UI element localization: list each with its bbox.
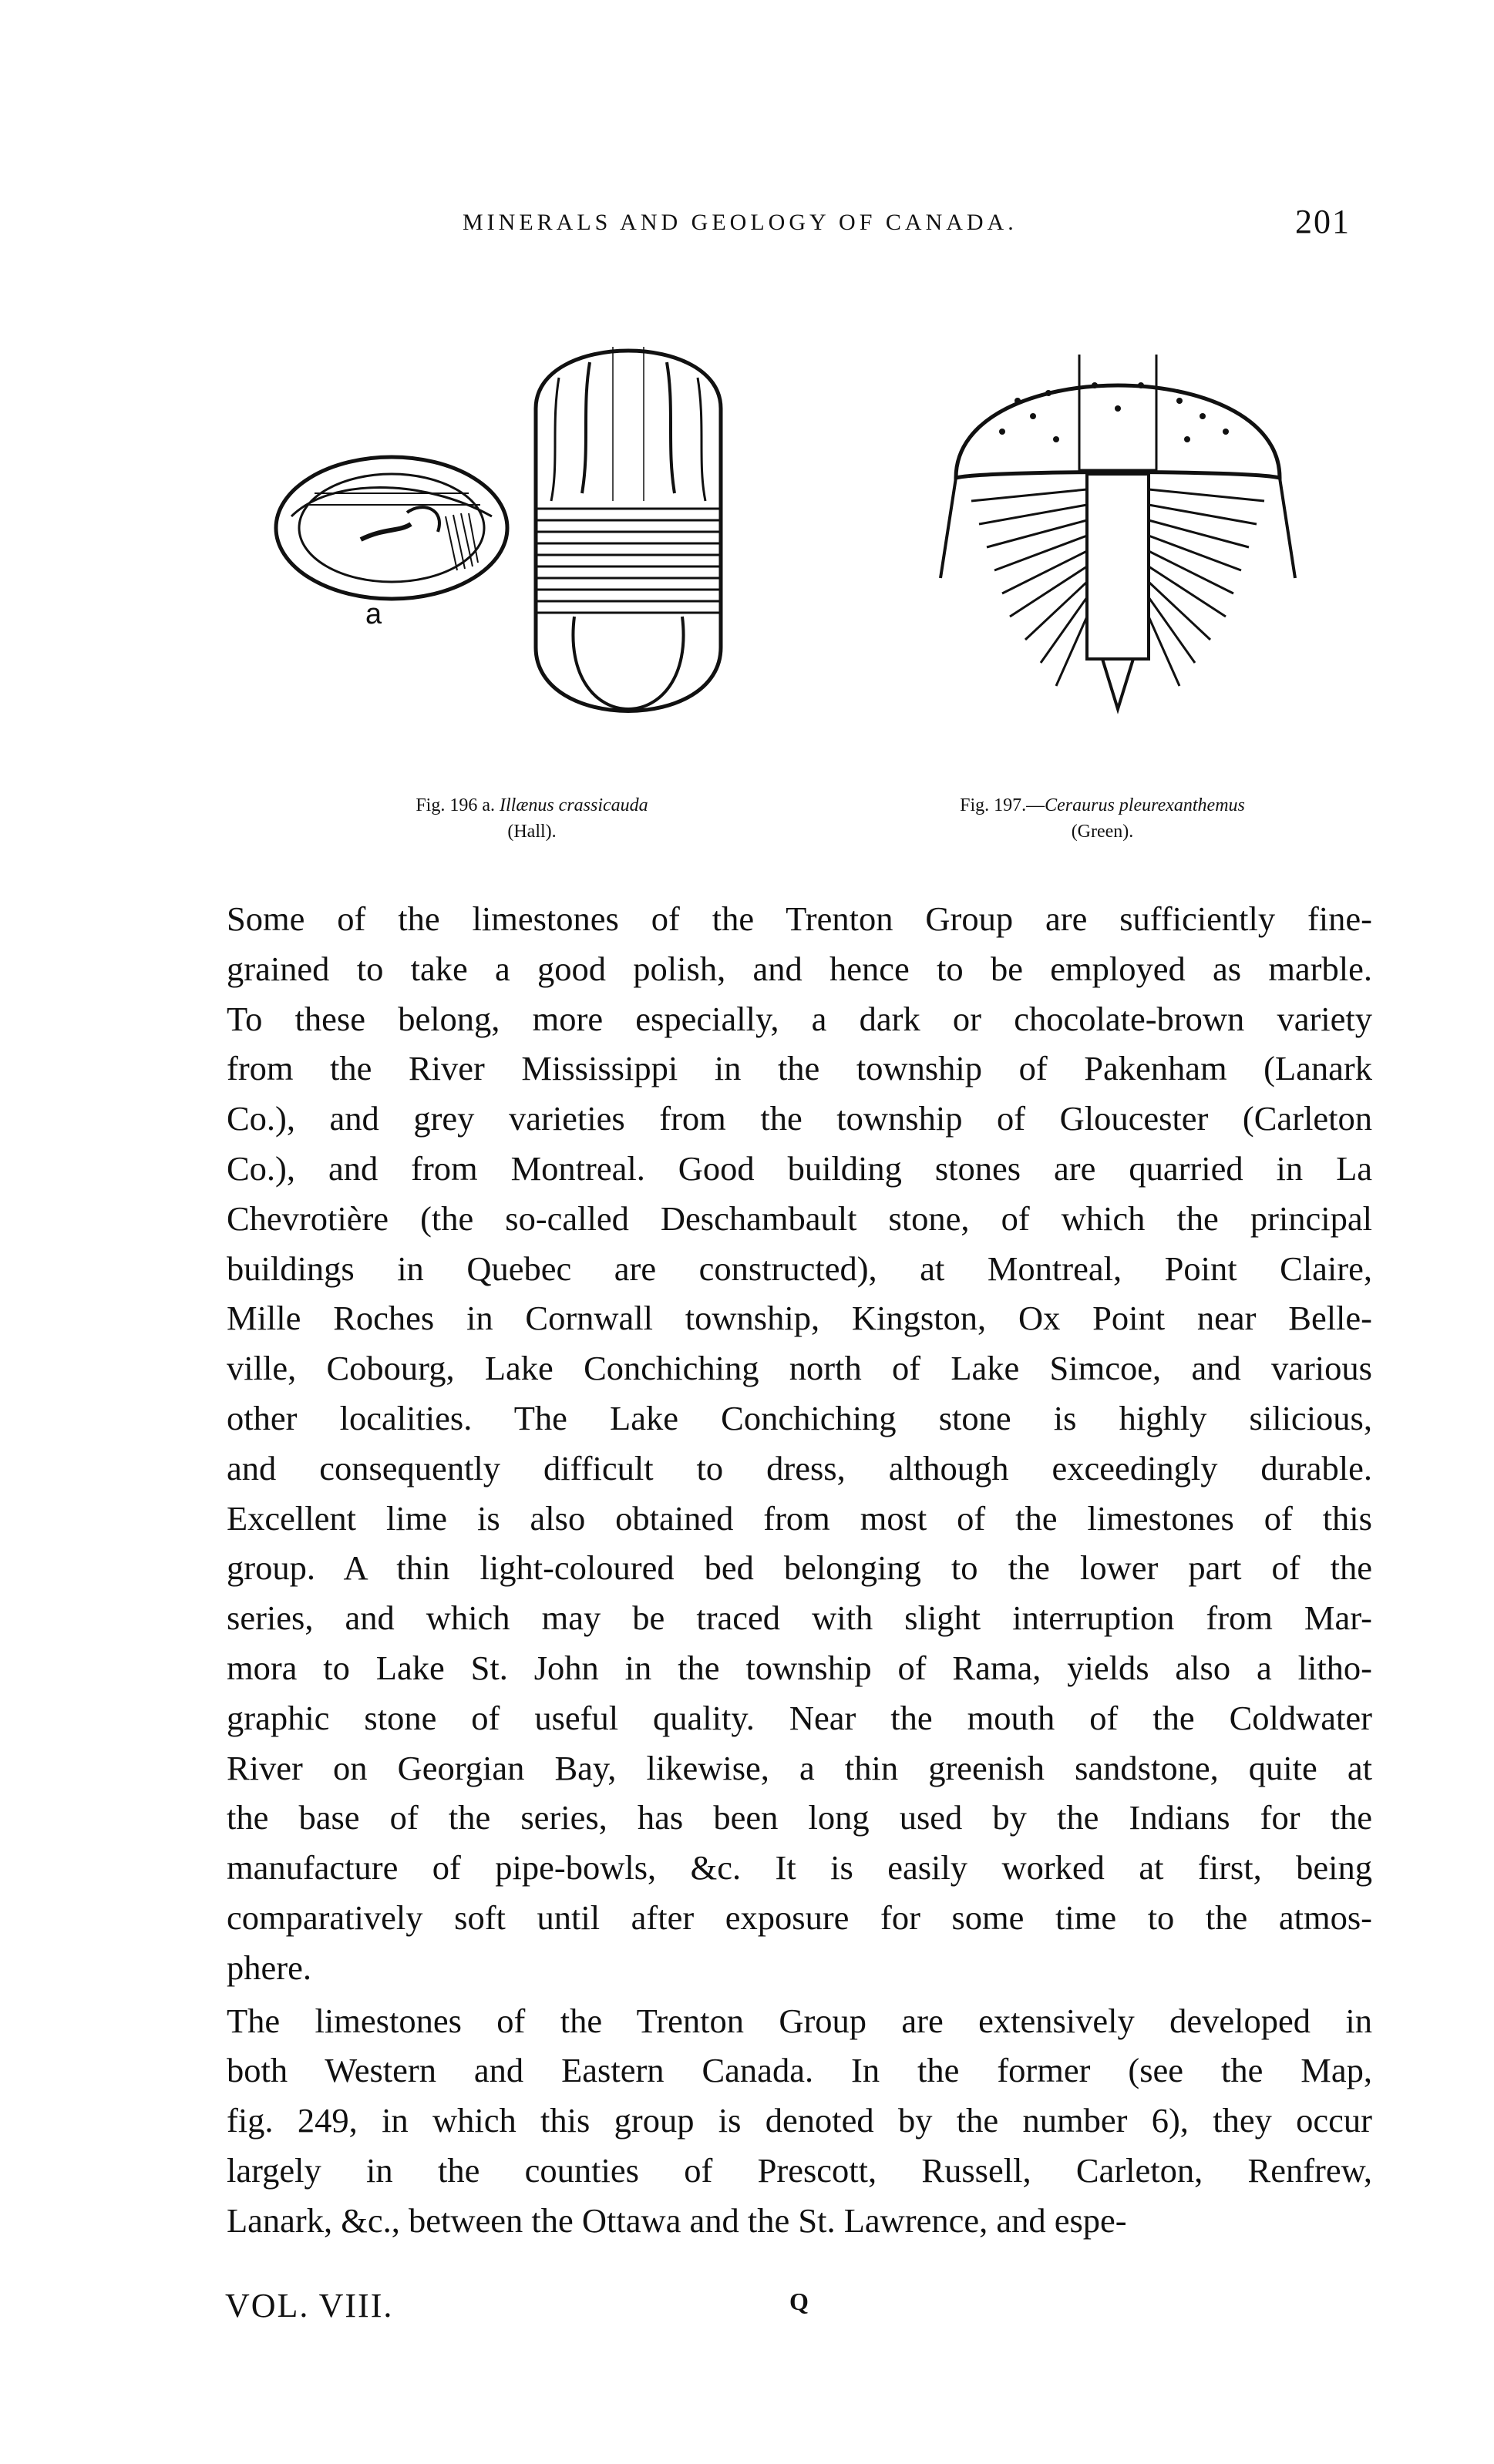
- text-line: Excellent lime is also obtained from most of the limestones of this: [227, 1498, 1372, 1538]
- text-line: To these belong, more especially, a dark or chocolate-brown variety: [227, 999, 1372, 1038]
- text-line: The limestones of the Trenton Group are extensively developed in: [227, 2001, 1372, 2040]
- figure-197-author: (Green).: [1071, 822, 1134, 842]
- text-line: Some of the limestones of the Trenton Group are sufficiently fine-: [227, 899, 1372, 938]
- text-line: other localities. The Lake Conchiching stone is highly silicious,: [227, 1398, 1372, 1437]
- figure-196-label: Fig. 196 a.: [416, 795, 495, 815]
- figure-196-caption: [293, 792, 771, 845]
- figure-197-caption: [802, 792, 1403, 845]
- figure-196-author: (Hall).: [507, 822, 557, 842]
- text-line: Co.), and from Montreal. Good building stones are quarried in La: [227, 1148, 1372, 1188]
- text-line: comparatively soft until after exposure for some time to the atmos-: [227, 1898, 1372, 1937]
- figure-196-species: Illænus crassicauda: [500, 795, 648, 815]
- page-number: 201: [1295, 203, 1351, 240]
- trilobite-rolled-illustration: [268, 447, 515, 609]
- text-line: Lanark, &c., between the Ottawa and the St. Lawrence, and espe-: [227, 2200, 1127, 2240]
- ceraurus-trilobite-illustration: [925, 324, 1311, 724]
- figure-197-species: Ceraurus pleurexanthemus: [1045, 795, 1245, 815]
- figure-letter-a: a: [365, 598, 382, 630]
- text-line: mora to Lake St. John in the township of Rama, yields also a litho-: [227, 1648, 1372, 1687]
- text-line: buildings in Quebec are constructed), at Montreal, Point Claire,: [227, 1249, 1372, 1288]
- body-text: [185, 894, 1372, 2246]
- illaenus-trilobite-illustration: [505, 316, 752, 748]
- text-line: River on Georgian Bay, likewise, a thin greenish sandstone, quite at: [227, 1748, 1372, 1787]
- paragraph: [185, 1996, 1372, 2246]
- text-line: group. A thin light-coloured bed belonging to the lower part of the: [227, 1548, 1372, 1588]
- text-line: largely in the counties of Prescott, Russell, Carleton, Renfrew,: [227, 2150, 1372, 2190]
- text-line: grained to take a good polish, and hence to be employed as marble.: [227, 949, 1372, 988]
- paragraph: [185, 894, 1372, 1993]
- figure-197-label: Fig. 197.—: [960, 795, 1045, 815]
- text-line: series, and which may be traced with slight interruption from Mar-: [227, 1598, 1372, 1638]
- text-line: from the River Mississippi in the township of Pakenham (Lanark: [227, 1049, 1372, 1088]
- page-footer: [0, 2286, 1494, 2332]
- text-line: graphic stone of useful quality. Near the mouth of the Coldwater: [227, 1698, 1372, 1737]
- text-line: phere.: [227, 1948, 311, 1987]
- text-line: the base of the series, has been long used by the Indians for the: [227, 1798, 1372, 1837]
- text-line: Mille Roches in Cornwall township, Kingston, Ox Point near Belle-: [227, 1299, 1372, 1338]
- text-line: manufacture of pipe-bowls, &c. It is easily worked at first, being: [227, 1848, 1372, 1887]
- text-line: Chevrotière (the so-called Deschambault stone, of which the principal: [227, 1198, 1372, 1238]
- signature-mark: Q: [789, 2288, 809, 2315]
- text-line: ville, Cobourg, Lake Conchiching north of Lake Simcoe, and various: [227, 1349, 1372, 1388]
- text-line: Co.), and grey varieties from the township of Gloucester (Carleton: [227, 1099, 1372, 1138]
- text-line: fig. 249, in which this group is denoted by the number 6), they occur: [227, 2101, 1372, 2140]
- volume-label: VOL. VIII.: [225, 2287, 394, 2324]
- figures-area: [0, 293, 1494, 848]
- page-header: [0, 203, 1494, 253]
- text-line: both Western and Eastern Canada. In the former (see the Map,: [227, 2051, 1372, 2090]
- running-title: MINERALS AND GEOLOGY OF CANADA.: [463, 210, 1018, 235]
- text-line: and consequently difficult to dress, although exceedingly durable.: [227, 1448, 1372, 1487]
